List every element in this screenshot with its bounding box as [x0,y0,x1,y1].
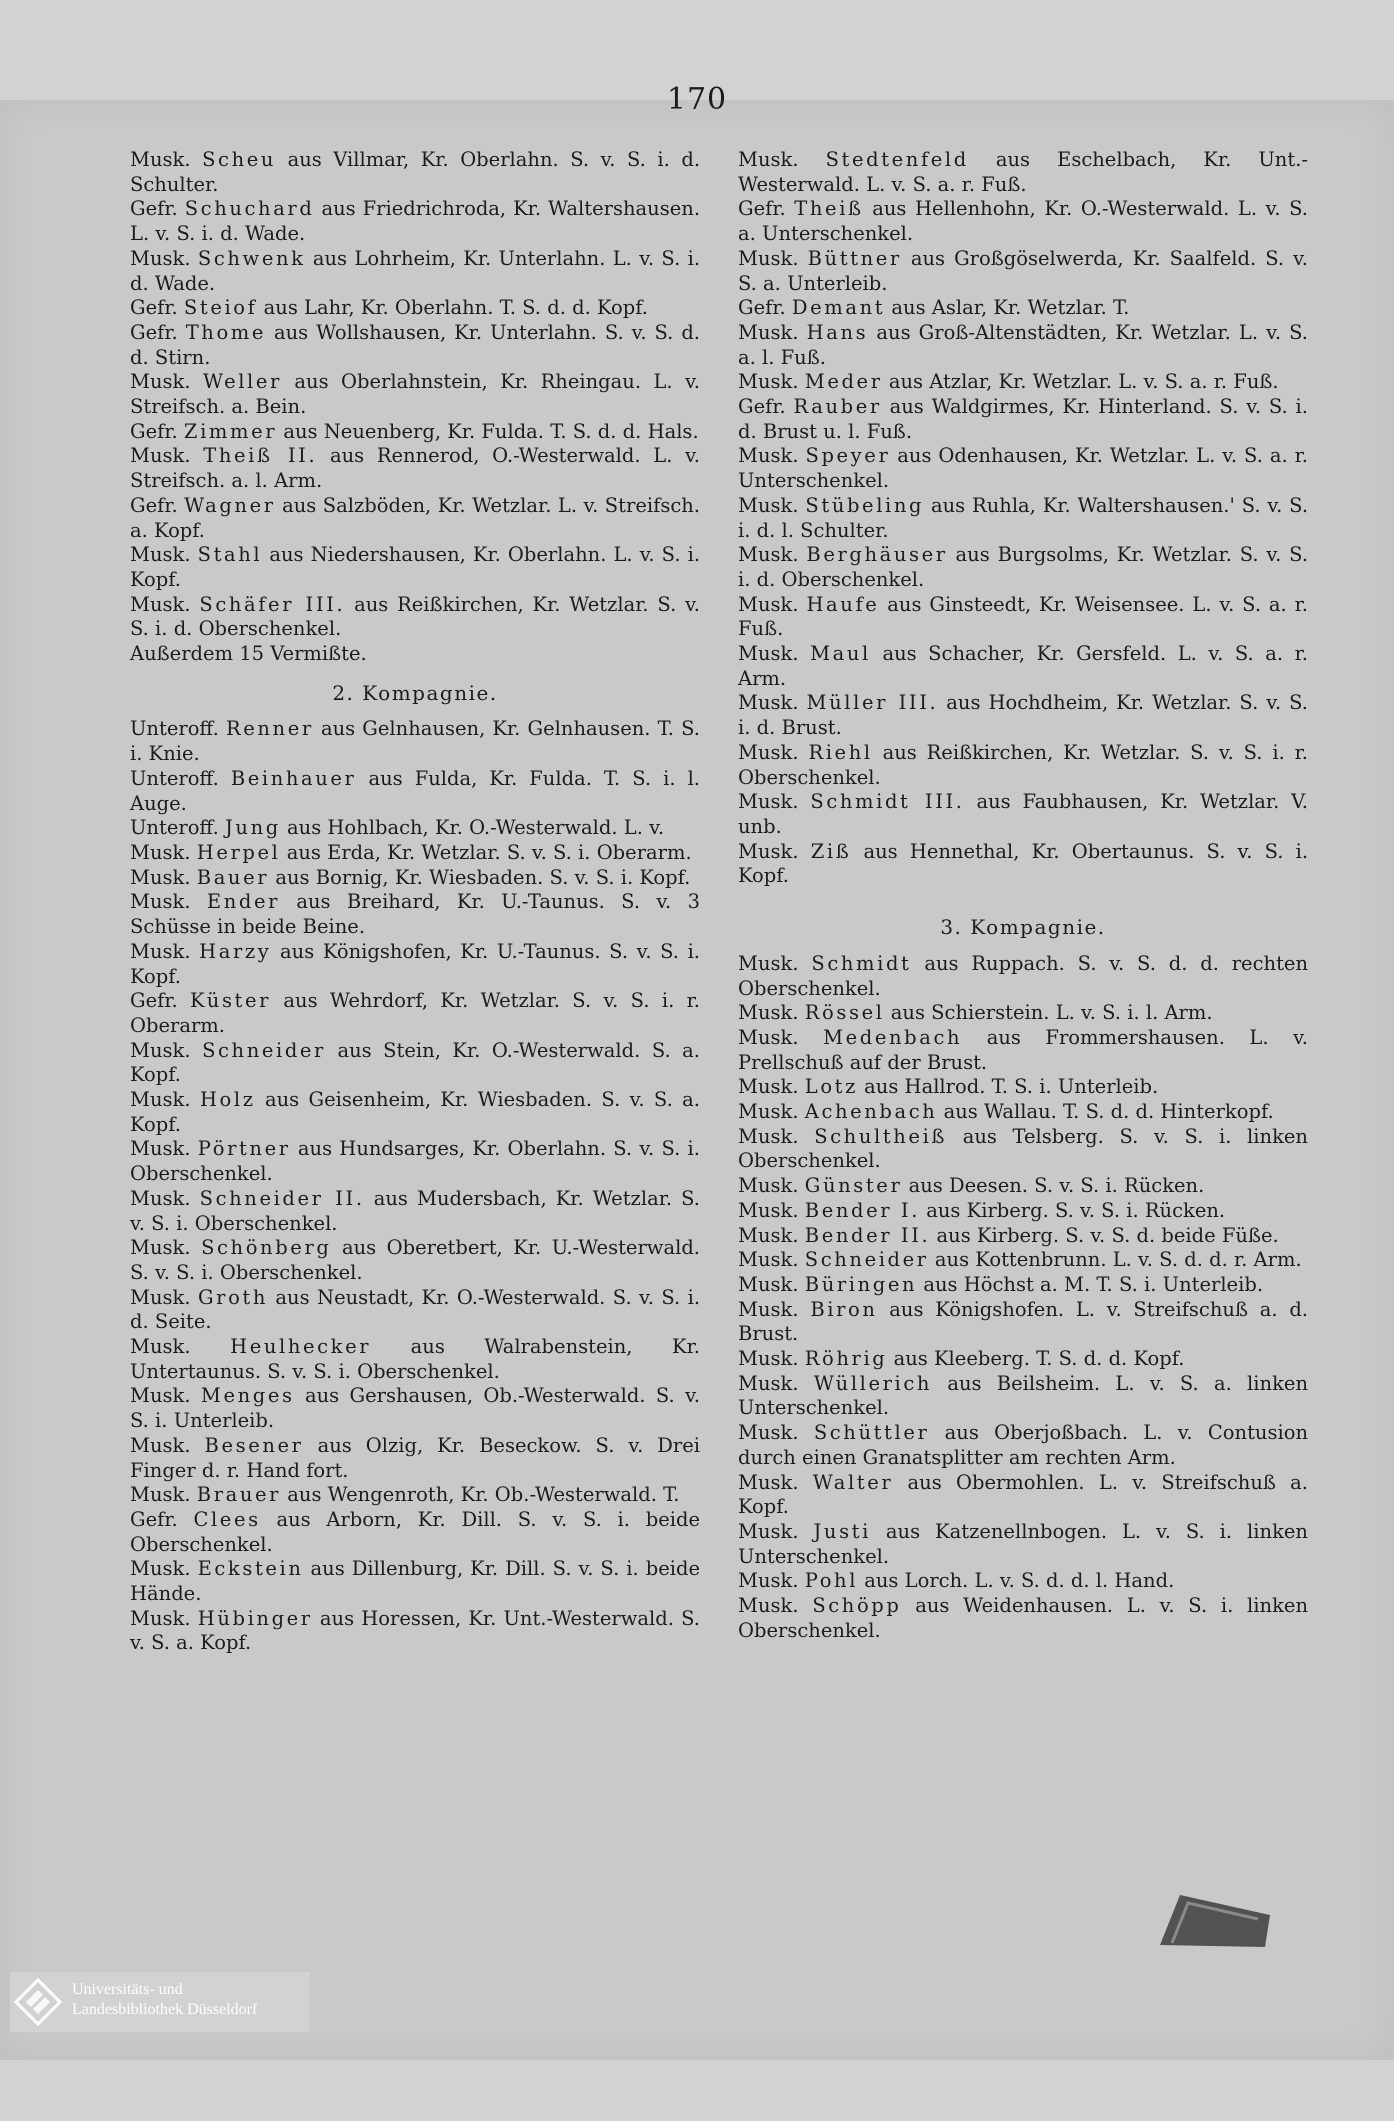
entry-name: Müller III. [806,691,939,715]
entry-rank: Musk. [738,1075,799,1099]
entry-name: Speyer [805,444,891,468]
entry-details: aus Hellenhohn, Kr. O.-Westerwald. L. v. S. a. Unterschenkel. [738,197,1308,246]
entry-details: aus Schierstein. L. v. S. i. l. Arm. [890,1001,1213,1025]
entry-rank: Musk. [130,865,191,889]
entry-name: Medenbach [823,1025,963,1049]
casualty-entry [738,691,1308,740]
entry-details: aus Eschelbach, Kr. Unt.-Westerwald. L. v. S. a. r. Fuß. [738,148,1308,196]
entry-rank: Musk. [130,1384,191,1408]
entry-name: Heulhecker [230,1335,372,1359]
casualty-entry [738,1125,1308,1174]
entry-rank: Musk. [738,370,799,394]
entry-rank: Musk. [130,840,191,864]
entry-name: Walter [812,1470,894,1494]
entry-name: Hübinger [197,1606,313,1630]
entry-details: aus Rennerod, O.-Westerwald. L. v. Streifsch. a. l. Arm. [130,444,700,493]
entry-details: aus Groß-Altenstädten, Kr. Wetzlar. L. v. S. a. l. Fuß. [738,320,1308,369]
entry-name: Menges [200,1384,295,1408]
entry-name: Achenbach [804,1100,938,1124]
casualty-entry [130,296,700,321]
entry-name: Steiof [183,296,258,320]
entry-name: Büttner [807,246,902,270]
entry-rank: Musk. [738,1248,799,1272]
entry-rank: Musk. [738,148,799,171]
entry-details: aus Niedershausen, Kr. Oberlahn. L. v. S. i. Kopf. [130,543,701,591]
entry-rank: Musk. [738,951,799,975]
casualty-entry [738,593,1308,642]
page-number: 170 [666,82,728,117]
entry-rank: Gefr. [738,197,786,221]
entry-details: aus Katzenellnbogen. L. v. S. i. linken Unterschenkel. [738,1519,1308,1568]
entry-name: Schultheiß [814,1124,948,1148]
entry-details: aus Geisenheim, Kr. Wiesbaden. S. v. S. a. Kopf. [130,1088,700,1136]
entry-details: aus Breihard, Kr. U.-Taunus. S. v. 3 Schüsse in beide Beine. [130,890,700,939]
entry-rank: Musk. [738,1519,799,1543]
entry-name: Besener [204,1433,304,1457]
casualty-entry [738,395,1308,444]
casualty-entry [130,717,700,766]
entry-rank: Musk. [738,1569,799,1593]
entry-rank: Musk. [130,1088,191,1112]
casualty-entry [130,370,700,419]
entry-rank: Gefr. [738,296,786,320]
entry-rank: Musk. [738,740,799,764]
entry-name: Riehl [808,740,873,764]
entry-details: aus Odenhausen, Kr. Wetzlar. L. v. S. a. r. Unterschenkel. [738,444,1308,493]
casualty-entry [130,989,700,1038]
entry-rank: Musk. [738,1124,799,1148]
entry-rank: Musk. [738,839,799,863]
library-logo-icon [14,1978,62,2026]
casualty-entry [738,1569,1308,1594]
watermark-text [72,1980,312,2020]
entry-name: Meder [804,370,883,394]
entry-rank: Musk. [130,370,191,394]
watermark-line-2: Landesbibliothek Düsseldorf [72,2001,258,2018]
entry-details: aus Königshofen, Kr. U.-Taunus. S. v. S. i. Kopf. [130,939,701,988]
entry-details: aus Fulda, Kr. Fulda. T. S. i. l. Auge. [130,766,701,815]
entry-name: Theiß II. [203,444,318,468]
casualty-entry [130,148,700,197]
entry-name: Demant [791,296,886,320]
entry-name: Schneider [804,1248,929,1272]
entry-details: aus Lohrheim, Kr. Unterlahn. L. v. S. i. d. Wade. [130,246,701,295]
casualty-entry [738,642,1308,691]
casualty-entry [130,1557,700,1606]
entry-name: Beinhauer [230,766,357,790]
casualty-entry [738,1520,1308,1569]
summary-line: Außerdem 15 Vermißte. [130,642,367,666]
casualty-entry [130,1236,700,1285]
entry-details: aus Reißkirchen, Kr. Wetzlar. S. v. S. i. d. Oberschenkel. [130,592,700,641]
entry-rank: Musk. [130,1433,191,1457]
entry-name: Stahl [197,543,263,567]
entry-name: Renner [225,717,314,741]
entry-details: aus Lorch. L. v. S. d. d. l. Hand. [864,1569,1175,1593]
entry-details: aus Beilsheim. L. v. S. a. linken Unterschenkel. [738,1371,1309,1420]
entry-rank: Musk. [738,320,799,344]
casualty-entry [130,593,700,642]
entry-details: aus Deesen. S. v. S. i. Rücken. [908,1174,1205,1198]
entry-rank: Musk. [738,691,799,715]
entry-name: Schwenk [197,246,306,270]
casualty-entry [738,1075,1308,1100]
entry-rank: Musk. [130,1186,191,1210]
entry-details: aus Weidenhausen. L. v. S. i. linken Oberschenkel. [738,1594,1308,1642]
entry-details: aus Hennethal, Kr. Obertaunus. S. v. S. i. Kopf. [738,839,1309,888]
entry-details: aus Kottenbrunn. L. v. S. d. d. r. Arm. [934,1248,1302,1272]
entry-name: Schmidt III. [810,790,965,814]
casualty-entry [130,494,700,543]
casualty-entry [130,1607,700,1656]
casualty-entry [130,1434,700,1483]
casualty-entry [738,494,1308,543]
entry-name: Ziß [810,839,852,863]
entry-name: Bender II. [804,1223,931,1247]
entry-details: aus Schacher, Kr. Gersfeld. L. v. S. a. r. Arm. [738,642,1308,690]
casualty-entry [130,1508,700,1557]
entry-details: aus Gelnhausen, Kr. Gelnhausen. T. S. i. Knie. [130,717,701,766]
entry-name: Rössel [804,1001,885,1025]
entry-rank: Musk. [130,939,191,963]
casualty-entry [738,790,1308,839]
entry-name: Clees [193,1507,261,1531]
entry-details: aus Telsberg. S. v. S. i. linken Oberschenkel. [738,1124,1308,1173]
entry-details: aus Aslar, Kr. Wetzlar. T. [891,296,1130,320]
entry-rank: Musk. [738,790,799,814]
casualty-entry [738,1471,1308,1520]
casualty-entry [738,197,1308,246]
entry-name: Hans [806,320,869,344]
entry-name: Eckstein [197,1557,304,1581]
entry-rank: Gefr. [130,320,178,344]
casualty-entry [738,1224,1308,1249]
entry-details: aus Hallrod. T. S. i. Unterleib. [864,1075,1159,1099]
entry-name: Ender [206,890,281,914]
entry-details: aus Obermohlen. L. v. Streifschuß a. Kopf. [738,1470,1308,1519]
entry-details: aus Atzlar, Kr. Wetzlar. L. v. S. a. r. Fuß. [888,370,1279,394]
casualty-entry [130,890,700,939]
entry-name: Stedtenfeld [825,148,969,171]
entry-rank: Musk. [738,1594,799,1618]
entry-name: Wüllerich [813,1371,933,1395]
entry-rank: Musk. [130,1557,191,1581]
casualty-entry [738,247,1308,296]
entry-name: Bauer [196,865,270,889]
entry-rank: Musk. [130,1483,191,1507]
casualty-entry [738,1372,1308,1421]
casualty-entry [130,247,700,296]
entry-details: aus Wehrdorf, Kr. Wetzlar. S. v. S. i. r. Oberarm. [130,989,700,1037]
casualty-entry [738,741,1308,790]
entry-details: aus Kirberg. S. v. S. i. Rücken. [926,1198,1226,1222]
entry-name: Günster [804,1174,903,1198]
entry-name: Justi [813,1519,871,1543]
casualty-entry [130,420,700,445]
entry-rank: Musk. [738,1198,799,1222]
entry-details: aus Burgsolms, Kr. Wetzlar. S. v. S. i. d. Oberschenkel. [738,543,1309,591]
casualty-entry [130,197,700,246]
entry-rank: Musk. [130,592,191,616]
casualty-entry [130,444,700,493]
entry-name: Pörtner [197,1137,291,1161]
entry-rank: Musk. [738,1174,799,1198]
entry-rank: Musk. [130,1236,191,1260]
entry-details: aus Wengenroth, Kr. Ob.-Westerwald. T. [287,1483,680,1507]
entry-details: aus Oberetbert, Kr. U.-Westerwald. S. v. S. i. Oberschenkel. [130,1236,701,1284]
casualty-entry [738,370,1308,395]
entry-details: aus Hohlbach, Kr. O.-Westerwald. L. v. [287,816,665,840]
casualty-entry [738,321,1308,370]
entry-details: aus Faubhausen, Kr. Wetzlar. V. unb. [738,790,1308,838]
entry-details: aus Oberjoßbach. L. v. Contusion durch einen Granatsplitter am rechten Arm. [738,1421,1309,1469]
entry-details: aus Erda, Kr. Wetzlar. S. v. S. i. Oberarm. [286,840,692,864]
entry-name: Theiß [794,197,864,221]
casualty-entry [738,1174,1308,1199]
entry-details: aus Ginsteedt, Kr. Weisensee. L. v. S. a. r. Fuß. [738,592,1309,641]
entry-rank: Musk. [738,493,799,517]
casualty-entry [130,866,700,891]
entry-rank: Musk. [130,890,191,914]
entry-details: aus Salzböden, Kr. Wetzlar. L. v. Streifsch. a. Kopf. [130,493,700,542]
casualty-entry [738,1347,1308,1372]
entry-details: aus Walrabenstein, Kr. Untertaunus. S. v. S. i. Oberschenkel. [130,1335,700,1383]
entry-name: Haufe [806,592,880,616]
entry-rank: Musk. [738,592,799,616]
entry-name: Schmidt [811,951,912,975]
entry-name: Küster [190,989,272,1013]
page-edge-smudge [1150,1885,1280,1955]
casualty-entry [130,767,700,816]
entry-details: aus Großgöselwerda, Kr. Saalfeld. S. v. S. a. Unterleib. [738,246,1308,295]
entry-details: aus Höchst a. M. T. S. i. Unterleib. [923,1272,1264,1296]
entry-rank: Unteroff. [130,766,219,790]
entry-rank: Gefr. [130,989,178,1013]
entry-name: Brauer [196,1483,282,1507]
casualty-entry [738,296,1308,321]
entry-name: Berghäuser [806,543,948,567]
entry-details: aus Mudersbach, Kr. Wetzlar. S. v. S. i. Oberschenkel. [130,1186,701,1235]
entry-rank: Musk. [130,1285,191,1309]
entry-name: Groth [197,1285,269,1309]
entry-details: aus Olzig, Kr. Beseckow. S. v. Drei Finger d. r. Hand fort. [130,1433,700,1482]
entry-name: Schöpp [812,1594,902,1618]
entry-rank: Unteroff. [130,717,219,741]
entry-name: Harzy [199,939,272,963]
entry-rank: Musk. [738,1272,799,1296]
entry-rank: Musk. [738,246,799,270]
entry-name: Röhrig [804,1347,888,1371]
casualty-entry [738,444,1308,493]
entry-details: aus Ruhla, Kr. Waltershausen.' S. v. S. i. d. l. Schulter. [738,493,1309,542]
entry-name: Stübeling [805,493,925,517]
entry-name: Schuchard [184,197,315,221]
left-column [130,148,700,1656]
entry-rank: Musk. [738,1223,799,1247]
casualty-entry [738,1298,1308,1347]
entry-rank: Musk. [130,1335,191,1359]
entry-name: Herpel [196,840,281,864]
casualty-entry [738,840,1308,889]
casualty-entry [738,1273,1308,1298]
entry-name: Biron [810,1297,878,1321]
entry-name: Schneider [202,1038,326,1062]
entry-name: Zimmer [183,419,278,443]
entry-details: aus Frommershausen. L. v. Prellschuß auf der Brust. [738,1025,1309,1074]
entry-details: aus Hundsarges, Kr. Oberlahn. S. v. S. i. Oberschenkel. [130,1137,700,1186]
watermark-line-1: Universitäts- und [72,1981,183,1998]
entry-rank: Gefr. [130,197,178,221]
casualty-entry [130,543,700,592]
entry-name: Wagner [184,493,276,517]
entry-details: aus Dillenburg, Kr. Dill. S. v. S. i. beide Hände. [130,1557,700,1606]
casualty-entry [130,1137,700,1186]
casualty-entry [130,940,700,989]
casualty-entry [738,1421,1308,1470]
entry-details: aus Friedrichroda, Kr. Waltershausen. L. v. S. i. d. Wade. [130,197,701,246]
entry-details: aus Hochdheim, Kr. Wetzlar. S. v. S. i. d. Brust. [738,691,1308,740]
entry-details: aus Villmar, Kr. Oberlahn. S. v. S. i. d. Schulter. [130,148,701,196]
casualty-entry [130,1384,700,1433]
entry-name: Scheu [202,148,277,171]
casualty-entry [738,148,1308,197]
entry-name: Jung [225,816,281,840]
entry-rank: Musk. [738,1025,799,1049]
casualty-entry [130,841,700,866]
casualty-entry [738,1100,1308,1125]
casualty-entry [738,543,1308,592]
casualty-entry [738,1001,1308,1026]
entry-name: Rauber [793,395,882,419]
entry-details: aus Stein, Kr. O.-Westerwald. S. a. Kopf. [130,1038,700,1087]
entry-rank: Gefr. [130,296,178,320]
entry-name: Bender I. [804,1198,921,1222]
company-heading: 2. Kompagnie. [332,680,498,705]
casualty-entry [738,1026,1308,1075]
casualty-entry [130,321,700,370]
entry-name: Maul [810,642,871,666]
entry-rank: Musk. [130,543,191,567]
entry-details: aus Waldgirmes, Kr. Hinterland. S. v. S. i. d. Brust u. l. Fuß. [738,395,1308,443]
entry-rank: Musk. [738,1001,799,1025]
entry-name: Schäfer III. [199,592,346,616]
entry-rank: Musk. [738,1371,799,1395]
entry-name: Schneider II. [199,1186,365,1210]
casualty-entry [130,1039,700,1088]
entry-details: aus Kleeberg. T. S. d. d. Kopf. [893,1347,1185,1371]
entry-details: aus Neustadt, Kr. O.-Westerwald. S. v. S. i. d. Seite. [130,1285,701,1334]
casualty-entry [130,1335,700,1384]
casualty-entry [738,1594,1308,1643]
casualty-entry [738,1199,1308,1224]
entry-rank: Gefr. [130,493,178,517]
entry-name: Pohl [804,1569,859,1593]
entry-name: Schönberg [201,1236,332,1260]
casualty-entry [130,1286,700,1335]
entry-details: aus Bornig, Kr. Wiesbaden. S. v. S. i. Kopf. [275,865,691,889]
entry-details: aus Neuenberg, Kr. Fulda. T. S. d. d. Hals. [283,419,699,443]
entry-details: aus Wollshausen, Kr. Unterlahn. S. v. S. d. d. Stirn. [130,320,701,369]
entry-name: Weller [203,370,282,394]
entry-details: aus Wallau. T. S. d. d. Hinterkopf. [943,1100,1274,1124]
casualty-entry [130,1088,700,1137]
entry-rank: Musk. [738,1297,799,1321]
entry-rank: Musk. [738,1347,799,1371]
entry-details: aus Kirberg. S. v. S. d. beide Füße. [936,1223,1279,1247]
entry-rank: Musk. [738,1470,799,1494]
entry-rank: Gefr. [130,419,178,443]
casualty-entry [738,952,1308,1001]
entry-rank: Musk. [130,1137,191,1161]
casualty-entry [130,1187,700,1236]
entry-rank: Musk. [738,444,799,468]
library-watermark [10,1972,310,2032]
entry-details: aus Arborn, Kr. Dill. S. v. S. i. beide Oberschenkel. [130,1507,700,1556]
entry-rank: Gefr. [130,1507,178,1531]
entry-rank: Musk. [130,1606,191,1630]
company-heading: 3. Kompagnie. [940,915,1106,940]
entry-rank: Gefr. [738,395,786,419]
entry-details: aus Gershausen, Ob.-Westerwald. S. v. S. i. Unterleib. [130,1384,700,1433]
entry-details: aus Oberlahnstein, Kr. Rheingau. L. v. Streifsch. a. Bein. [130,370,700,419]
entry-name: Büringen [804,1272,918,1296]
right-column [738,148,1308,1643]
entry-rank: Musk. [130,148,191,171]
entry-rank: Musk. [130,444,191,468]
entry-name: Schüttler [813,1421,930,1445]
entry-rank: Musk. [738,642,799,666]
entry-rank: Musk. [130,1038,191,1062]
entry-rank: Musk. [738,1421,799,1445]
entry-rank: Unteroff. [130,816,219,840]
entry-rank: Musk. [738,1100,799,1124]
entry-details: aus Ruppach. S. v. S. d. d. rechten Oberschenkel. [738,951,1309,1000]
entry-name: Thome [185,320,267,344]
entry-details: aus Lahr, Kr. Oberlahn. T. S. d. d. Kopf. [263,296,648,320]
entry-name: Lotz [804,1075,858,1099]
casualty-entry [738,1248,1308,1273]
entry-rank: Musk. [130,246,191,270]
entry-name: Holz [199,1088,256,1112]
casualty-entry [130,1483,700,1508]
entry-rank: Musk. [738,543,799,567]
entry-details: aus Reißkirchen, Kr. Wetzlar. S. v. S. i. r. Oberschenkel. [738,740,1309,789]
casualty-entry [130,816,700,841]
entry-details: aus Königshofen. L. v. Streifschuß a. d. Brust. [738,1297,1309,1346]
entry-details: aus Horessen, Kr. Unt.-Westerwald. S. v. S. a. Kopf. [130,1606,700,1655]
